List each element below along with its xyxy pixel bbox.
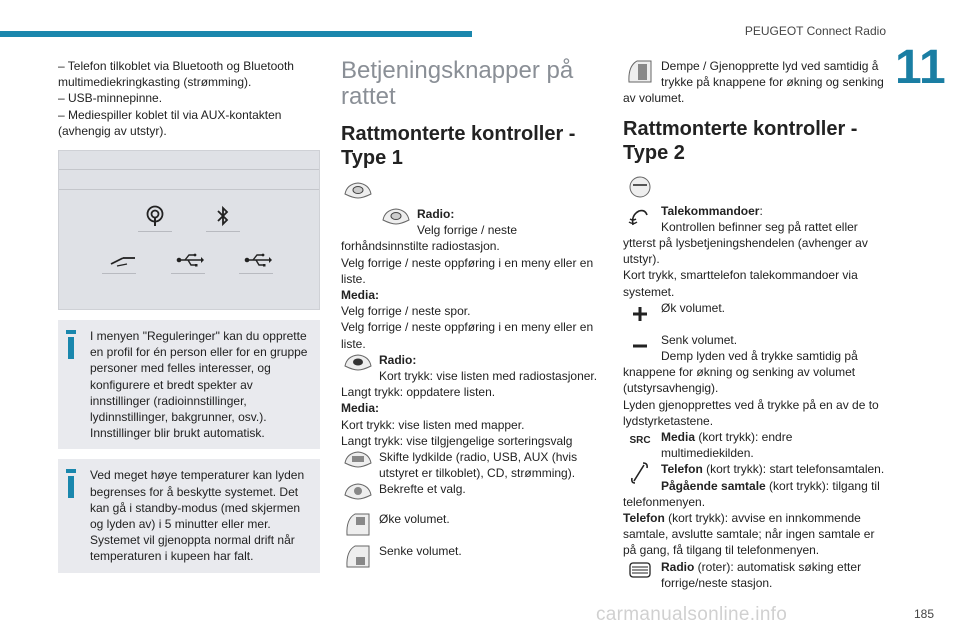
steering-control-icon	[623, 175, 657, 203]
item-text: Bekrefte et valg.	[379, 482, 466, 497]
control-item	[623, 559, 885, 591]
control-item	[341, 511, 603, 543]
steering-control-icon	[341, 481, 375, 509]
voice-command-icon	[623, 203, 657, 231]
item-text: Senke volumet.	[379, 544, 462, 559]
note-text: I menyen "Reguleringer" kan du opprette en profil for én person eller for en gruppe personer med felles interesser, og konfigurere et bredt spekter av innstillinger (radioinnstillinger, lydinnstillinger, bakgrunner, osv.). Innstillinger blir brukt automatisk.	[90, 329, 308, 441]
chapter-number: 11	[895, 41, 946, 94]
column-middle	[341, 58, 603, 575]
item-text: (kort trykk): endre multimediekilden.	[661, 430, 793, 461]
item-text: Skifte lydkilde (radio, USB, AUX (hvis utstyret er tilkoblet), CD, strømming).	[379, 450, 578, 481]
item-text: (roter): automatisk søking etter forrige/neste stasjon.	[661, 559, 862, 590]
intro-line: – Telefon tilkoblet via Bluetooth og Bluetooth multimediekringkasting (strømming).	[58, 59, 294, 90]
steering-control-icon	[379, 206, 413, 234]
control-item	[623, 332, 885, 429]
divider	[206, 231, 240, 232]
control-item	[341, 352, 603, 449]
info-icon	[62, 328, 82, 358]
steering-control-icon	[623, 58, 657, 86]
control-item	[623, 461, 885, 558]
header-accent-bar	[0, 31, 472, 37]
item-subhead: Media:	[341, 401, 380, 416]
ports-illustration	[58, 150, 320, 310]
item-head: Radio	[661, 559, 695, 574]
item-text: Øke volumet.	[379, 512, 450, 527]
aux-plug-icon	[106, 243, 140, 277]
thumbwheel-icon	[623, 559, 657, 587]
item-text: Kort trykk: vise listen med radiostasjoner.	[379, 369, 598, 384]
item-text: Dempe / Gjenopprette lyd ved samtidig å trykke på knappene for økning og senking av volumet.	[623, 59, 884, 106]
bluetooth-icon	[206, 199, 240, 233]
steering-control-icon	[341, 352, 375, 380]
control-item: Talekommandoer: Kontrollen befinner seg på rattet eller ytterst på lysbetjeningshendelen (avhenger av utstyr). Kort trykk, smarttelefon talekommandoer via systemet.	[623, 203, 885, 300]
steering-control-icon	[341, 449, 375, 477]
item-text: Langt trykk: oppdatere listen.	[341, 385, 496, 400]
column-right	[623, 58, 885, 591]
usb-icon	[173, 243, 207, 277]
control-item	[623, 58, 885, 107]
item-text: Velg forrige / neste forhåndsinnstilte radiostasjon.	[341, 223, 518, 254]
item-text: (kort trykk): avvise en innkommende samtale, avslutte samtale; når ingen samtale er på gang, få tilgang til telefonmenyen.	[623, 511, 875, 558]
item-text: Senk volumet.	[661, 332, 738, 347]
item-head: Telefon	[661, 462, 703, 477]
intro-line: – USB-minnepinne.	[58, 91, 163, 106]
item-text: Lyden gjenopprettes ved å trykke på en av de to lydstyrketastene.	[623, 397, 879, 428]
running-header: PEUGEOT Connect Radio	[744, 24, 886, 38]
divider	[171, 273, 205, 274]
panel-edge	[59, 169, 319, 170]
item-text: Kort trykk, smarttelefon talekommandoer via systemet.	[623, 268, 858, 299]
minus-icon	[623, 332, 657, 360]
item-text: Kort trykk: vise listen med mapper.	[341, 417, 525, 432]
column-left	[58, 58, 320, 573]
podcast-icon	[138, 199, 172, 233]
item-head: Telefon	[623, 511, 665, 526]
item-text: Velg forrige / neste spor.	[341, 304, 471, 319]
steering-control-icon	[341, 511, 375, 539]
info-note	[58, 459, 320, 572]
item-text: (kort trykk): tilgang til telefonmenyen.	[623, 478, 880, 509]
page-number: 185	[913, 607, 934, 621]
control-item	[341, 206, 603, 352]
control-item	[341, 449, 603, 481]
item-text: Øk volumet.	[661, 300, 726, 315]
control-item	[623, 175, 885, 203]
item-head: Radio:	[417, 207, 455, 221]
item-text: (kort trykk): start telefonsamtalen.	[702, 462, 885, 477]
item-text: Langt trykk: vise tilgjengelige sorteringsvalg	[341, 433, 573, 448]
plus-icon	[623, 300, 657, 328]
item-head: Radio:	[379, 352, 417, 367]
watermark: carmanualsonline.info	[596, 604, 788, 625]
item-head: Pågående samtale	[661, 478, 766, 493]
item-text: Kontrollen befinner seg på rattet eller ytterst på lysbetjeningshendelen (avhenger av utstyr).	[623, 219, 868, 267]
item-text: Demp lyden ved å trykke samtidig på knappene for økning og senking av volumet (utstyrsavhengig).	[623, 349, 858, 396]
info-note	[58, 320, 320, 449]
divider	[138, 231, 172, 232]
steering-control-icon	[341, 180, 375, 208]
src-label: SRC	[629, 435, 651, 447]
control-item	[341, 543, 603, 575]
divider	[239, 273, 273, 274]
phone-icon	[623, 461, 657, 489]
control-item	[341, 481, 603, 509]
control-item	[623, 429, 885, 461]
intro-line: – Mediespiller koblet til via AUX-kontakten (avhengig av utstyr).	[58, 107, 282, 138]
item-head: Talekommandoer	[661, 203, 760, 218]
item-text: Velg forrige / neste oppføring i en meny eller en liste.	[341, 255, 594, 286]
steering-control-icon	[341, 543, 375, 571]
info-icon	[62, 467, 82, 497]
panel-edge	[59, 189, 319, 190]
subsection-title: Rattmonterte kontroller - Type 1	[341, 123, 576, 169]
section-title: Betjeningsknapper på rattet	[341, 57, 574, 110]
item-subhead: Media:	[341, 288, 380, 303]
control-item	[341, 180, 603, 206]
item-text: Velg forrige / neste oppføring i en meny eller en liste.	[341, 320, 594, 351]
divider	[102, 273, 136, 274]
subsection-title: Rattmonterte kontroller - Type 2	[623, 117, 858, 164]
item-head: Media	[661, 430, 696, 445]
control-item	[623, 300, 885, 332]
note-text: Ved meget høye temperaturer kan lyden begrenses for å beskytte systemet. Det kan gå i standby-modus (med skjermen og lyden av) i 5 minutter eller mer. Systemet vil gjenoppta normal drift når temperaturen i kupeen har falt.	[90, 468, 305, 564]
usb-icon	[241, 243, 275, 277]
